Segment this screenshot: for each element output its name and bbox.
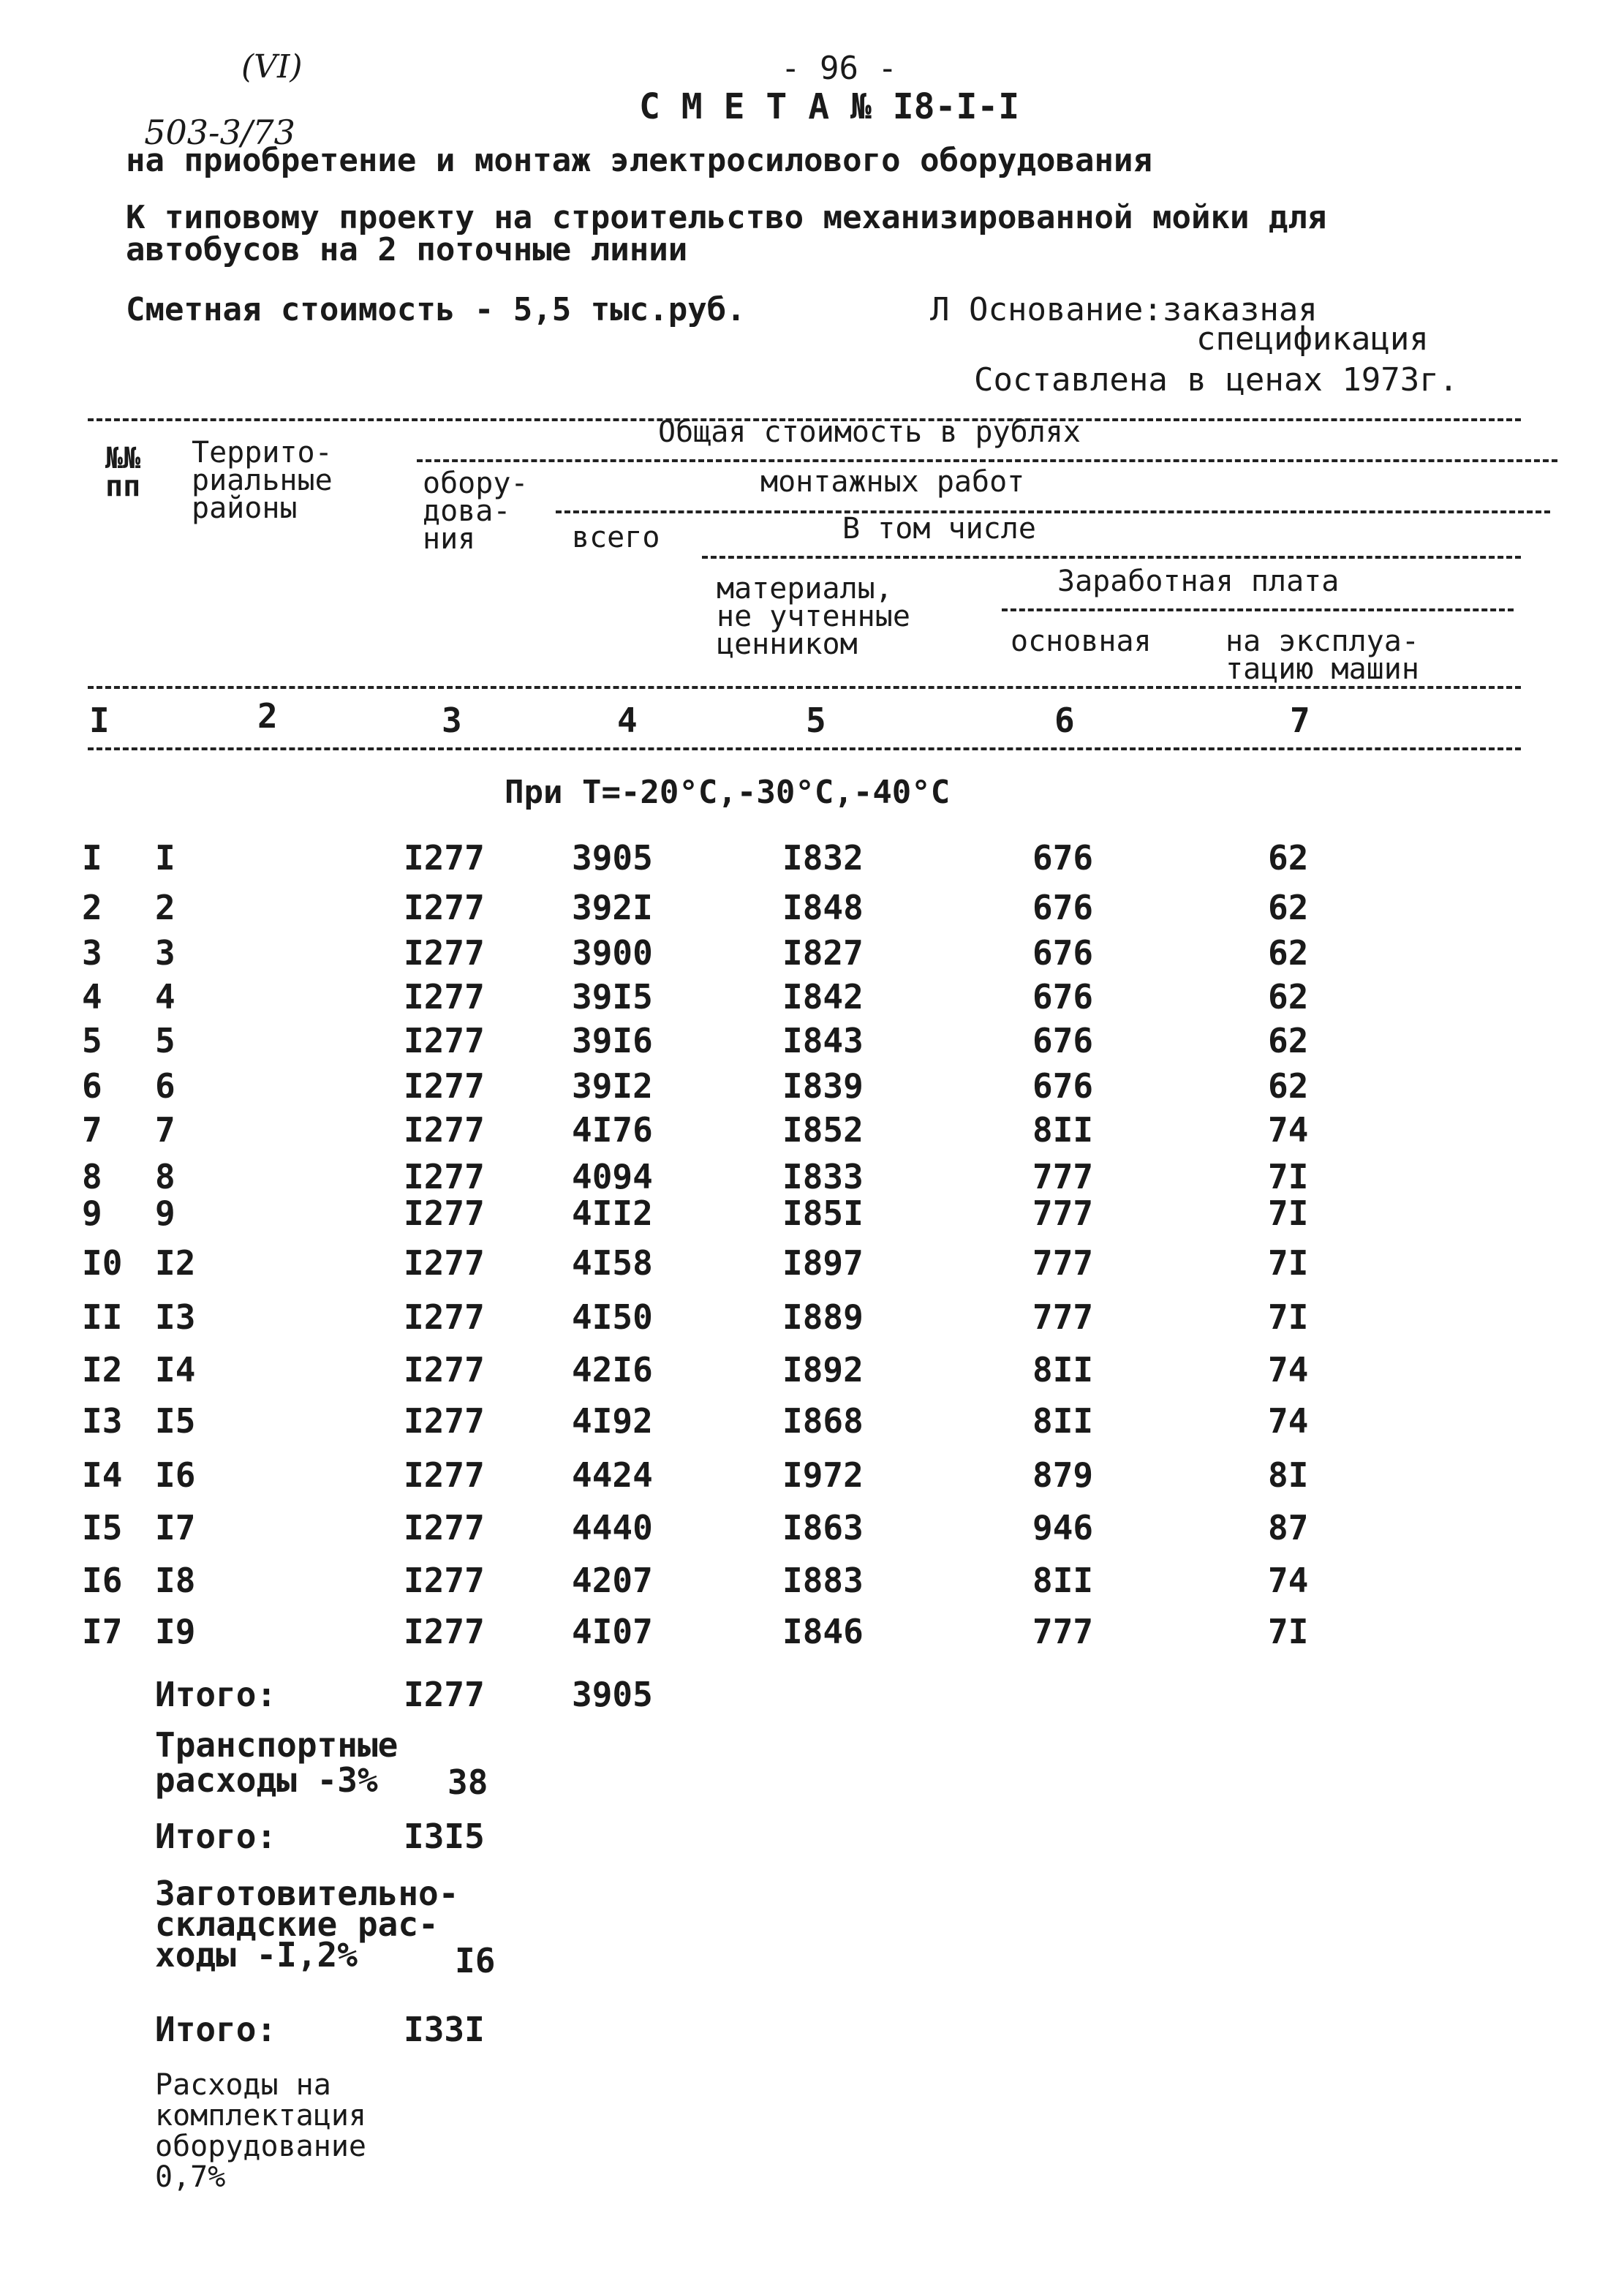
cell-basic-salary: 676 xyxy=(1032,1021,1094,1060)
cell-row-number: 6 xyxy=(82,1066,102,1106)
cell-machine-operation: 7I xyxy=(1268,1297,1309,1337)
cell-basic-salary: 676 xyxy=(1032,977,1094,1017)
cell-materials: I863 xyxy=(782,1508,864,1547)
cell-materials: I897 xyxy=(782,1243,864,1283)
cell-region: 6 xyxy=(155,1066,175,1106)
cell-basic-salary: 946 xyxy=(1032,1508,1094,1547)
cell-machine-operation: 62 xyxy=(1268,933,1309,973)
cell-total-install: 4I58 xyxy=(572,1243,653,1283)
cell-total-install: 4I92 xyxy=(572,1401,653,1441)
header-salary: Заработная плата xyxy=(1057,565,1340,598)
cell-region: 8 xyxy=(155,1157,175,1196)
storage-label: Заготовительно- складские рас- ходы -I,2% xyxy=(155,1874,459,1975)
cell-equipment-cost: I277 xyxy=(404,977,485,1017)
header-rule-install xyxy=(556,510,1550,513)
header-rule-numbers xyxy=(88,747,1521,750)
cell-equipment-cost: I277 xyxy=(404,933,485,973)
estimated-cost: Сметная стоимость - 5,5 тыс.руб. xyxy=(126,291,746,328)
cell-materials: I842 xyxy=(782,977,864,1017)
total-2-label: Итого: xyxy=(155,1817,277,1856)
cell-basic-salary: 777 xyxy=(1032,1243,1094,1283)
cell-row-number: I4 xyxy=(82,1455,123,1495)
cell-materials: I843 xyxy=(782,1021,864,1060)
cell-machine-operation: 62 xyxy=(1268,888,1309,927)
cell-materials: I972 xyxy=(782,1455,864,1495)
header-number: №№ пп xyxy=(105,442,141,503)
column-number-2: 2 xyxy=(257,696,278,736)
cell-region: I9 xyxy=(155,1612,196,1651)
cell-region: I5 xyxy=(155,1401,196,1441)
storage-value: I6 xyxy=(455,1941,496,1980)
cell-equipment-cost: I277 xyxy=(404,1066,485,1106)
cell-materials: I883 xyxy=(782,1561,864,1600)
total-3-value: I33I xyxy=(404,2010,485,2049)
cell-basic-salary: 8II xyxy=(1032,1561,1094,1600)
cell-row-number: I6 xyxy=(82,1561,123,1600)
cell-region: 5 xyxy=(155,1021,175,1060)
cell-materials: I832 xyxy=(782,838,864,878)
cell-basic-salary: 676 xyxy=(1032,933,1094,973)
column-number-1: I xyxy=(89,701,110,740)
header-rule-cost xyxy=(417,459,1557,462)
cell-basic-salary: 8II xyxy=(1032,1401,1094,1441)
cell-machine-operation: 74 xyxy=(1268,1561,1309,1600)
page-title: С М Е Т А № I8-I-I xyxy=(639,86,1020,127)
transport-label: Транспортные расходы -3% xyxy=(155,1725,399,1800)
header-materials: материалы, не учтенные ценником xyxy=(717,572,910,661)
cell-row-number: 2 xyxy=(82,888,102,927)
cell-total-install: 4II2 xyxy=(572,1194,653,1233)
cell-equipment-cost: I277 xyxy=(404,1021,485,1060)
project-line-2: автобусов на 2 поточные линии xyxy=(126,231,688,268)
cell-machine-operation: 74 xyxy=(1268,1350,1309,1390)
basis-line-2: спецификация xyxy=(1196,320,1429,358)
cell-region: I xyxy=(155,838,175,878)
cell-total-install: 4424 xyxy=(572,1455,653,1495)
cell-basic-salary: 676 xyxy=(1032,888,1094,927)
cell-equipment-cost: I277 xyxy=(404,1243,485,1283)
cell-basic-salary: 777 xyxy=(1032,1612,1094,1651)
cell-machine-operation: 62 xyxy=(1268,1066,1309,1106)
header-basic: основная xyxy=(1011,625,1152,658)
cell-equipment-cost: I277 xyxy=(404,1612,485,1651)
cell-machine-operation: 74 xyxy=(1268,1401,1309,1441)
cell-machine-operation: 62 xyxy=(1268,838,1309,878)
document-code-sub: /73 xyxy=(241,113,295,152)
cell-region: 2 xyxy=(155,888,175,927)
column-number-5: 5 xyxy=(806,701,826,740)
cell-total-install: 3905 xyxy=(572,838,653,878)
cell-total-install: 42I6 xyxy=(572,1350,653,1390)
cell-machine-operation: 7I xyxy=(1268,1243,1309,1283)
cell-basic-salary: 879 xyxy=(1032,1455,1094,1495)
cell-total-install: 4440 xyxy=(572,1508,653,1547)
header-rule-bottom xyxy=(88,686,1521,689)
compiled-prices: Составлена в ценах 1973г. xyxy=(974,361,1459,399)
header-rule-salary xyxy=(1002,608,1514,611)
cell-equipment-cost: I277 xyxy=(404,1110,485,1150)
cell-equipment-cost: I277 xyxy=(404,838,485,878)
cell-machine-operation: 7I xyxy=(1268,1157,1309,1196)
cell-materials: I827 xyxy=(782,933,864,973)
cell-region: I3 xyxy=(155,1297,196,1337)
cell-row-number: 4 xyxy=(82,977,102,1017)
transport-value: 38 xyxy=(447,1762,488,1802)
cell-machine-operation: 62 xyxy=(1268,1021,1309,1060)
cell-basic-salary: 8II xyxy=(1032,1350,1094,1390)
column-number-7: 7 xyxy=(1290,701,1310,740)
cell-total-install: 4207 xyxy=(572,1561,653,1600)
cell-materials: I868 xyxy=(782,1401,864,1441)
cell-row-number: I3 xyxy=(82,1401,123,1441)
cell-machine-operation: 7I xyxy=(1268,1612,1309,1651)
cell-row-number: I2 xyxy=(82,1350,123,1390)
cell-equipment-cost: I277 xyxy=(404,1350,485,1390)
cell-total-install: 3900 xyxy=(572,933,653,973)
cell-equipment-cost: I277 xyxy=(404,1297,485,1337)
cell-total-install: 39I5 xyxy=(572,977,653,1017)
header-installation: монтажных работ xyxy=(760,465,1025,499)
cell-basic-salary: 8II xyxy=(1032,1110,1094,1150)
cell-materials: I85I xyxy=(782,1194,864,1233)
header-region: Террито- риальные районы xyxy=(192,436,333,525)
cell-total-install: 4I07 xyxy=(572,1612,653,1651)
cell-equipment-cost: I277 xyxy=(404,1455,485,1495)
cell-materials: I852 xyxy=(782,1110,864,1150)
cell-region: I4 xyxy=(155,1350,196,1390)
cell-row-number: I xyxy=(82,838,102,878)
page-number: - 96 - xyxy=(781,50,897,87)
cell-region: I7 xyxy=(155,1508,196,1547)
total-3-label: Итого: xyxy=(155,2010,277,2049)
cell-materials: I839 xyxy=(782,1066,864,1106)
cell-basic-salary: 777 xyxy=(1032,1297,1094,1337)
project-line-1: К типовому проекту на строительство механизированной мойки для xyxy=(126,199,1327,236)
basis-line-1: Л Основание:заказная xyxy=(930,291,1318,328)
cell-machine-operation: 8I xyxy=(1268,1455,1309,1495)
document-code-main: 503-3 xyxy=(144,113,241,152)
total-1-label: Итого: xyxy=(155,1675,277,1714)
subtitle-line: на приобретение и монтаж электросилового оборудования xyxy=(126,142,1152,179)
total-1-equipment: I277 xyxy=(404,1675,485,1714)
cell-row-number: 9 xyxy=(82,1194,102,1233)
cell-row-number: 5 xyxy=(82,1021,102,1060)
cell-region: I6 xyxy=(155,1455,196,1495)
header-total-cost: Общая стоимость в рублях xyxy=(658,415,1081,449)
header-including: В том числе xyxy=(842,512,1036,546)
cell-row-number: I0 xyxy=(82,1243,123,1283)
cell-region: 3 xyxy=(155,933,175,973)
cell-machine-operation: 62 xyxy=(1268,977,1309,1017)
cell-region: 9 xyxy=(155,1194,175,1233)
cell-total-install: 4094 xyxy=(572,1157,653,1196)
document-code-superscript: (VI) xyxy=(241,48,303,86)
cell-materials: I848 xyxy=(782,888,864,927)
cell-total-install: 39I2 xyxy=(572,1066,653,1106)
header-equipment: обору- дова- ния xyxy=(423,467,529,556)
total-1-all: 3905 xyxy=(572,1675,653,1714)
cell-basic-salary: 676 xyxy=(1032,838,1094,878)
header-machines: на эксплуа- тацию машин xyxy=(1225,625,1419,686)
cell-equipment-cost: I277 xyxy=(404,888,485,927)
section-title: При Т=-20°С,-30°С,-40°С xyxy=(505,774,951,811)
cell-equipment-cost: I277 xyxy=(404,1561,485,1600)
cell-machine-operation: 74 xyxy=(1268,1110,1309,1150)
cell-materials: I889 xyxy=(782,1297,864,1337)
cell-materials: I846 xyxy=(782,1612,864,1651)
cell-basic-salary: 777 xyxy=(1032,1194,1094,1233)
cell-basic-salary: 777 xyxy=(1032,1157,1094,1196)
cell-materials: I892 xyxy=(782,1350,864,1390)
cell-equipment-cost: I277 xyxy=(404,1401,485,1441)
total-2-value: I3I5 xyxy=(404,1817,485,1856)
cell-basic-salary: 676 xyxy=(1032,1066,1094,1106)
header-total: всего xyxy=(572,521,660,554)
cell-materials: I833 xyxy=(782,1157,864,1196)
cell-equipment-cost: I277 xyxy=(404,1508,485,1547)
cell-row-number: 8 xyxy=(82,1157,102,1196)
cell-row-number: 3 xyxy=(82,933,102,973)
cell-region: I8 xyxy=(155,1561,196,1600)
column-number-6: 6 xyxy=(1054,701,1075,740)
cell-total-install: 4I76 xyxy=(572,1110,653,1150)
cell-row-number: 7 xyxy=(82,1110,102,1150)
column-number-4: 4 xyxy=(617,701,638,740)
cell-row-number: I7 xyxy=(82,1612,123,1651)
cell-equipment-cost: I277 xyxy=(404,1194,485,1233)
cell-region: 4 xyxy=(155,977,175,1017)
cell-region: 7 xyxy=(155,1110,175,1150)
cell-machine-operation: 87 xyxy=(1268,1508,1309,1547)
cell-total-install: 39I6 xyxy=(572,1021,653,1060)
cell-row-number: II xyxy=(82,1297,123,1337)
cell-total-install: 392I xyxy=(572,888,653,927)
cell-equipment-cost: I277 xyxy=(404,1157,485,1196)
cell-region: I2 xyxy=(155,1243,196,1283)
column-number-3: 3 xyxy=(442,701,462,740)
equipment-kit-expenses: Расходы на комплектация оборудование 0,7% xyxy=(155,2068,366,2194)
cell-row-number: I5 xyxy=(82,1508,123,1547)
cell-total-install: 4I50 xyxy=(572,1297,653,1337)
cell-machine-operation: 7I xyxy=(1268,1194,1309,1233)
header-rule-incl xyxy=(702,556,1521,559)
